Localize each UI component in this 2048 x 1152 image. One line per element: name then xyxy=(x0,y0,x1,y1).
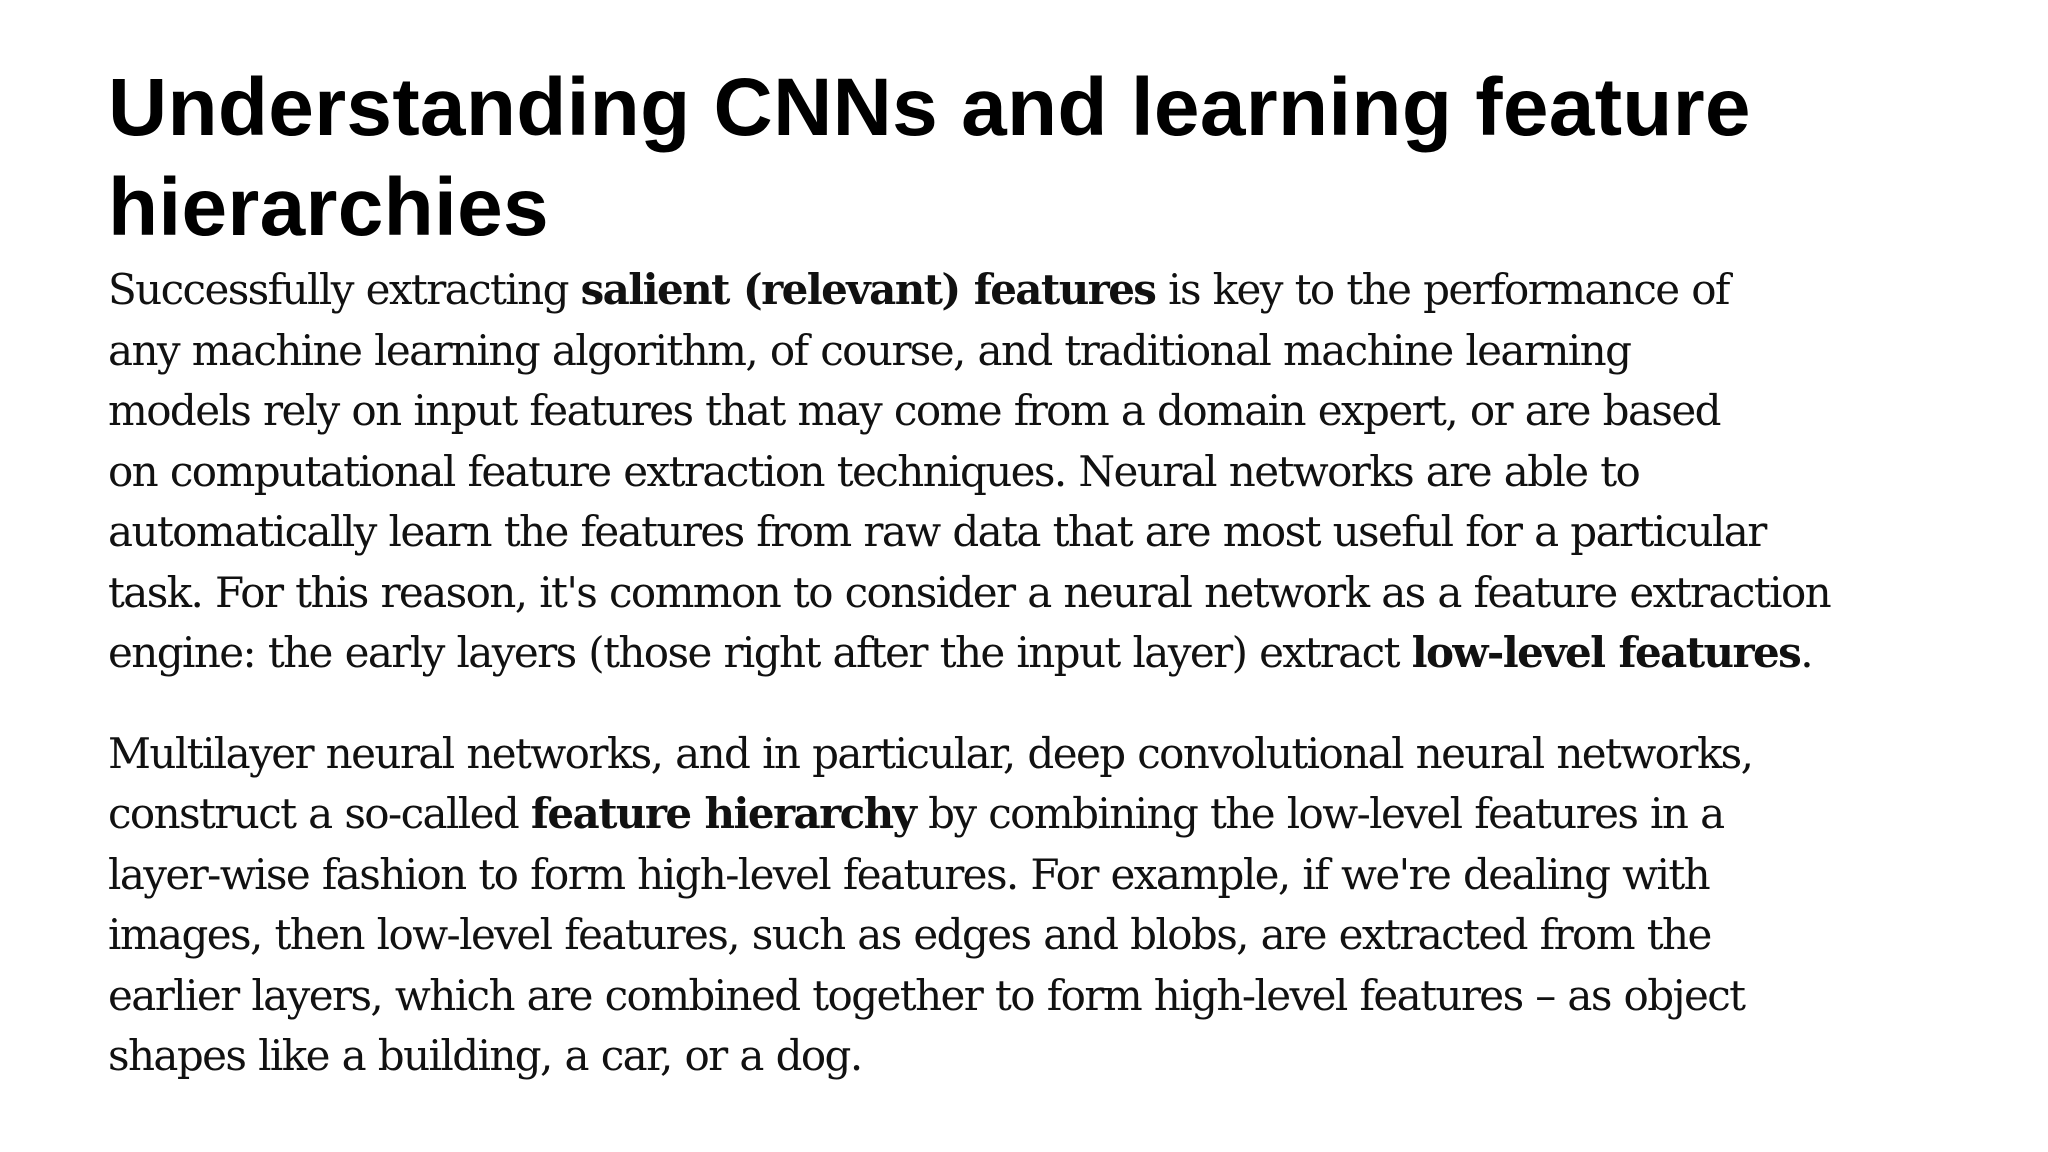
paragraph-1-line-6: task. For this reason, it's common to consider a neural network as a feature extraction xyxy=(108,567,1831,617)
text-run: by combining the low-level features in a xyxy=(915,789,1724,838)
paragraph-1-line-3: models rely on input features that may come from a domain expert, or are based xyxy=(108,386,1720,435)
paragraph-2-line-4: images, then low-level features, such as edges and blobs, are extracted from the xyxy=(108,910,1711,959)
title-line-2: hierarchies xyxy=(108,162,549,253)
page-title xyxy=(108,58,2008,258)
paragraph-1 xyxy=(108,260,2008,684)
paragraph-2-line-2 xyxy=(108,784,2008,845)
paragraph-2-line-3: layer-wise fashion to form high-level features. For example, if we're dealing with xyxy=(108,849,1710,899)
paragraph-2 xyxy=(108,724,2008,1087)
paragraph-2-line-5: earlier layers, which are combined together to form high-level features – as object xyxy=(108,970,1745,1020)
bold-term-salient-features: salient (relevant) features xyxy=(580,265,1156,314)
text-run: Successfully extracting xyxy=(108,265,581,314)
document-page xyxy=(108,58,2008,1087)
text-run: engine: the early layers (those right after the input layer) extract xyxy=(108,628,1412,677)
text-run: . xyxy=(1800,628,1812,677)
paragraph-1-line-5: automatically learn the features from raw data that are most useful for a particular xyxy=(108,507,1766,556)
title-line-1: Understanding CNNs and learning feature xyxy=(108,62,1751,153)
bold-term-low-level-features: low-level features xyxy=(1411,628,1801,677)
paragraph-1-line-4: on computational feature extraction techniques. Neural networks are able to xyxy=(108,446,1640,496)
paragraph-1-line-7 xyxy=(108,623,2008,684)
paragraph-1-line-2: any machine learning algorithm, of course, and traditional machine learning xyxy=(108,325,1631,375)
bold-term-feature-hierarchy: feature hierarchy xyxy=(530,789,916,838)
paragraph-2-line-6: shapes like a building, a car, or a dog. xyxy=(108,1031,862,1080)
paragraph-2-line-1: Multilayer neural networks, and in particular, deep convolutional neural networks, xyxy=(108,728,1753,778)
text-run: construct a so-called xyxy=(108,789,531,838)
paragraph-1-line-1 xyxy=(108,260,2008,321)
text-run: is key to the performance of xyxy=(1155,265,1729,314)
